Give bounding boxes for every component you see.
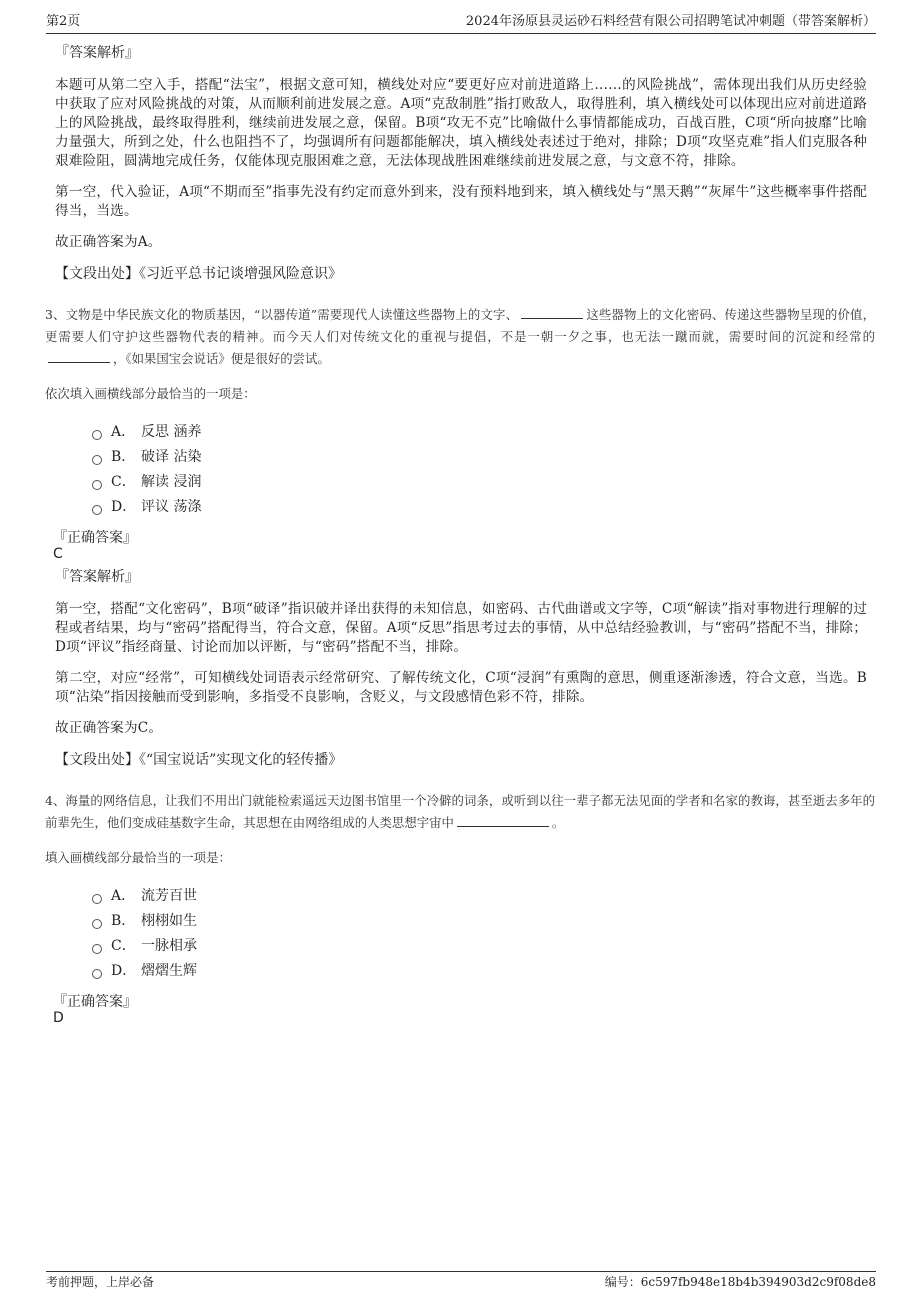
fill-blank	[521, 306, 583, 319]
option-d[interactable]: D． 评议 荡涤	[92, 495, 867, 520]
radio-button[interactable]	[92, 480, 102, 490]
footer-slogan: 考前押题，上岸必备	[46, 1275, 155, 1289]
analysis-label: 『答案解析』	[55, 45, 139, 61]
radio-button[interactable]	[92, 894, 102, 904]
radio-button[interactable]	[92, 455, 102, 465]
page-number: 第2页	[46, 14, 81, 29]
document-id: 编号：6c597fb948e18b4b394903d2c9f08de8	[604, 1275, 876, 1289]
question-3-options	[92, 420, 867, 520]
correct-answer-label: 『正确答案』	[53, 994, 137, 1010]
option-c[interactable]: C． 解读 浸润	[92, 470, 867, 495]
correct-answer-value: C	[53, 546, 63, 562]
passage-source: 【文段出处】《习近平总书记谈增强风险意识》	[55, 266, 342, 282]
analysis-conclusion: 故正确答案为A。	[55, 234, 162, 250]
question-4-instruction: 填入画横线部分最恰当的一项是：	[45, 850, 231, 865]
analysis-paragraph: 本题可从第二空入手，搭配“法宝”，根据文意可知，横线处对应“要更好应对前进道路上……的风险挑战”，需体现出我们从历史经验中获取了应对风险挑战的对策，从而顺利前进发展之意。A项“克敌制胜”指打败敌人，取得胜利，填入横线处可以体现出应对前进道路上的风险挑战，最终取得胜利，继续前进发展之意，保留。B项“攻无不克”比喻做什么事情都能成功，百战百胜，C项“所向披靡”比喻力量强大，所到之处，什么也阻挡不了，均强调所有问题都能解决，填入横线处表述过于绝对，排除；D项“攻坚克难”指人们克服各种艰难险阻，圆满地完成任务，仅能体现克服困难之意，无法体现战胜困难继续前进发展之意，与文意不符，排除。	[55, 77, 867, 169]
analysis-paragraph: 第二空，对应“经常”，可知横线处词语表示经常研究、了解传统文化，C项“浸润”有熏陶的意思，侧重逐渐渗透，符合文意，当选。B项“沾染”指因接触而受到影响，多指受不良影响，含贬义，与文段感情色彩不符，排除。	[55, 670, 867, 705]
option-b[interactable]: B． 栩栩如生	[92, 909, 867, 934]
option-a[interactable]: A． 流芳百世	[92, 884, 867, 909]
fill-blank	[48, 350, 110, 363]
radio-button[interactable]	[92, 919, 102, 929]
radio-button[interactable]	[92, 969, 102, 979]
option-d[interactable]: D． 熠熠生辉	[92, 959, 867, 984]
question-3-stem: 3、文物是中华民族文化的物质基因，“以器传道”需要现代人读懂这些器物上的文字、 这些器物上的文化密码、传递这些器物呈现的价值，更需要人们守护这些器物代表的精神。而今天人们对传统文化的重视与提倡，不是一朝一夕之事，也无法一蹴而就，需要时间的沉淀和经常的，《如果国宝会说话》便是很好的尝试。	[45, 307, 875, 366]
question-4-stem: 4、海量的网络信息，让我们不用出门就能检索遥远天边图书馆里一个冷僻的词条，或听到以往一辈子都无法见面的学者和名家的教诲，甚至逝去多年的前辈先生，他们变成硅基数字生命，其思想在由网络组成的人类思想宇宙中 。	[45, 793, 875, 830]
document-title: 2024年汤原县灵运砂石料经营有限公司招聘笔试冲刺题（带答案解析）	[465, 14, 876, 29]
correct-answer-label: 『正确答案』	[53, 530, 137, 546]
radio-button[interactable]	[92, 505, 102, 515]
analysis-label: 『答案解析』	[55, 569, 139, 585]
option-c[interactable]: C． 一脉相承	[92, 934, 867, 959]
analysis-paragraph: 第一空，代入验证，A项“不期而至”指事先没有约定而意外到来，没有预料地到来，填入横线处与“黑天鹅”“灰犀牛”这些概率事件搭配得当，当选。	[55, 184, 867, 219]
page-content	[45, 44, 875, 1032]
correct-answer-value: D	[53, 1010, 64, 1026]
question-4-options	[92, 884, 867, 984]
analysis-conclusion: 故正确答案为C。	[55, 720, 163, 736]
option-a[interactable]: A． 反思 涵养	[92, 420, 867, 445]
option-b[interactable]: B． 破译 沾染	[92, 445, 867, 470]
page-footer	[46, 1271, 876, 1294]
passage-source: 【文段出处】《“国宝说话”实现文化的轻传播》	[55, 752, 343, 768]
question-3-instruction: 依次填入画横线部分最恰当的一项是：	[45, 386, 256, 401]
page-header	[46, 13, 876, 34]
fill-blank	[457, 814, 549, 827]
radio-button[interactable]	[92, 430, 102, 440]
analysis-paragraph: 第一空，搭配“文化密码”，B项“破译”指识破并译出获得的未知信息，如密码、古代曲谱或文字等，C项“解读”指对事物进行理解的过程或者结果，均与“密码”搭配得当，符合文意，保留。A项“反思”指思考过去的事情，从中总结经验教训，与“密码”搭配不当，排除；D项“评议”指经商量、讨论而加以评断，与“密码”搭配不当，排除。	[55, 601, 867, 655]
radio-button[interactable]	[92, 944, 102, 954]
